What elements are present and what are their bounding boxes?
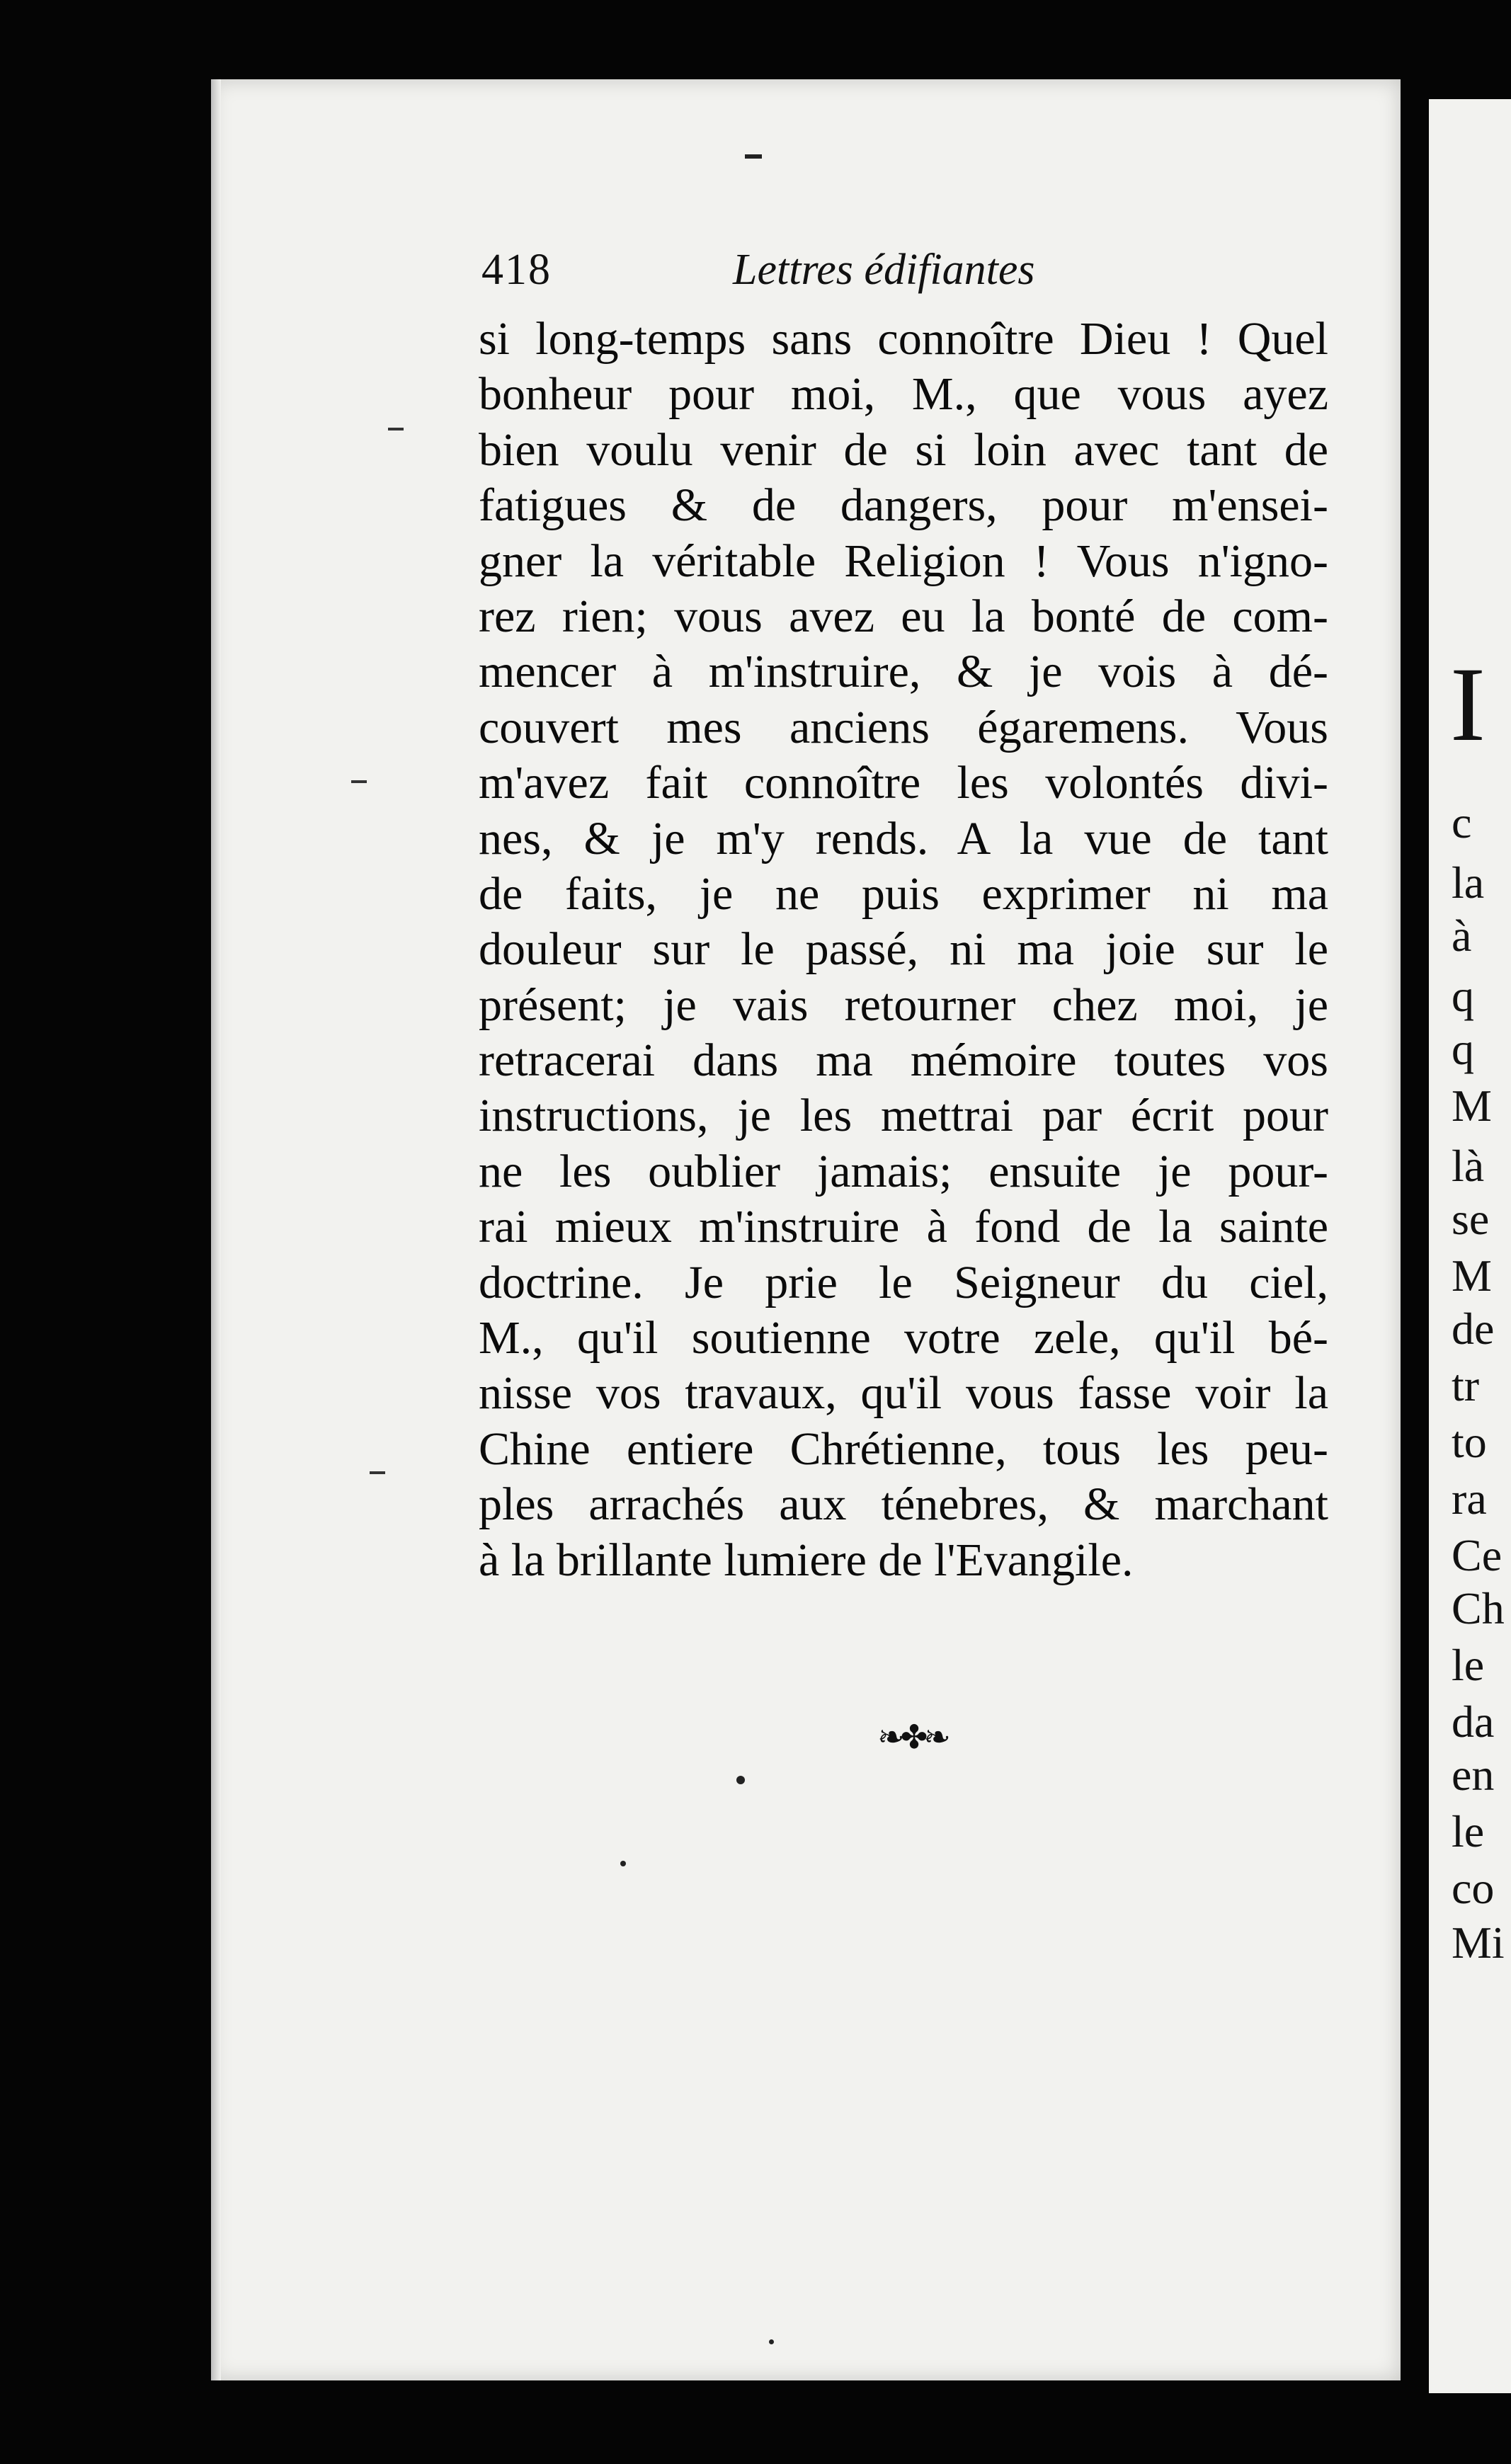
facing-page-line: le [1452,1806,1485,1856]
body-text [479,312,1328,1588]
text-line: présent; je vais retourner chez moi, je [479,979,1328,1031]
text-line: retracerai dans ma mémoire toutes vos [479,1034,1328,1087]
text-line: de faits, je ne puis exprimer ni ma [479,867,1328,920]
gutter-shadow [1401,79,1429,2380]
ink-speck [736,1776,745,1784]
facing-page-line: q [1452,971,1474,1021]
facing-page-line: se [1452,1194,1490,1244]
text-line: gner la véritable Religion ! Vous n'igno- [479,535,1328,587]
text-line: rai mieux m'instruire à fond de la sainte [479,1201,1328,1253]
text-line: nes, & je m'y rends. A la vue de tant [479,812,1328,865]
facing-page-line: M [1452,1080,1492,1131]
text-line: ples arrachés aux ténebres, & marchant [479,1478,1328,1531]
facing-page-line: I [1450,646,1486,763]
text-line: ne les oublier jamais; ensuite je pour- [479,1145,1328,1197]
fleuron-ornament: ❧✤❧ [877,1719,947,1755]
text-line: couvert mes anciens égaremens. Vous [479,701,1328,753]
running-title: Lettres édifiantes [733,246,1035,294]
facing-page-line: la [1452,857,1485,908]
text-line: à la brillante lumiere de l'Evangile. [479,1534,1134,1586]
text-line: nisse vos travaux, qu'il vous fasse voir la [479,1367,1328,1420]
text-line: Chine entiere Chrétienne, tous les peu- [479,1422,1328,1475]
text-line: si long-temps sans connoître Dieu ! Quel [479,313,1328,365]
facing-page-fragment [1429,99,1511,2393]
text-line: bien voulu venir de si loin avec tant de [479,423,1328,476]
facing-page-line: M [1452,1250,1492,1301]
top-mark [745,154,762,159]
text-line: m'avez fait connoître les volontés divi- [479,757,1328,809]
text-line: rez rien; vous avez eu la bonté de com- [479,590,1328,642]
facing-page-line: là [1452,1141,1485,1191]
facing-page-line: q [1452,1024,1474,1074]
margin-tick [388,428,404,430]
text-line: douleur sur le passé, ni ma joie sur le [479,923,1328,976]
facing-page-line: de [1452,1304,1495,1354]
text-line: fatigues & de dangers, pour m'ensei- [479,479,1328,532]
facing-page-line: da [1452,1696,1495,1747]
facing-page-line: ra [1452,1473,1487,1524]
text-line: doctrine. Je prie le Seigneur du ciel, [479,1256,1328,1308]
facing-page-line: Ce [1452,1530,1503,1580]
margin-tick [370,1471,385,1474]
ink-speck [769,2339,774,2344]
ink-speck [620,1861,626,1866]
facing-page-line: to [1452,1417,1487,1467]
text-line: bonheur pour moi, M., que vous ayez [479,368,1328,421]
facing-page-line: co [1452,1863,1495,1913]
page-header [481,245,1105,302]
facing-page-line: c [1452,797,1472,848]
bleed-through-text [479,1583,1328,1638]
facing-page-line: le [1452,1640,1485,1690]
facing-page-line: Mi [1452,1917,1505,1968]
facing-page-line: à [1452,911,1472,961]
margin-tick [351,780,367,783]
facing-page-line: Ch [1452,1583,1505,1633]
text-line: M., qu'il soutienne votre zele, qu'il bé- [479,1312,1328,1364]
text-line: mencer à m'instruire, & je vois à dé- [479,646,1328,698]
facing-page-line: tr [1452,1360,1480,1410]
page-edge [211,79,221,2380]
text-line: instructions, je les mettrai par écrit pour [479,1090,1328,1142]
facing-page-line: en [1452,1750,1495,1800]
page-number: 418 [481,246,552,294]
